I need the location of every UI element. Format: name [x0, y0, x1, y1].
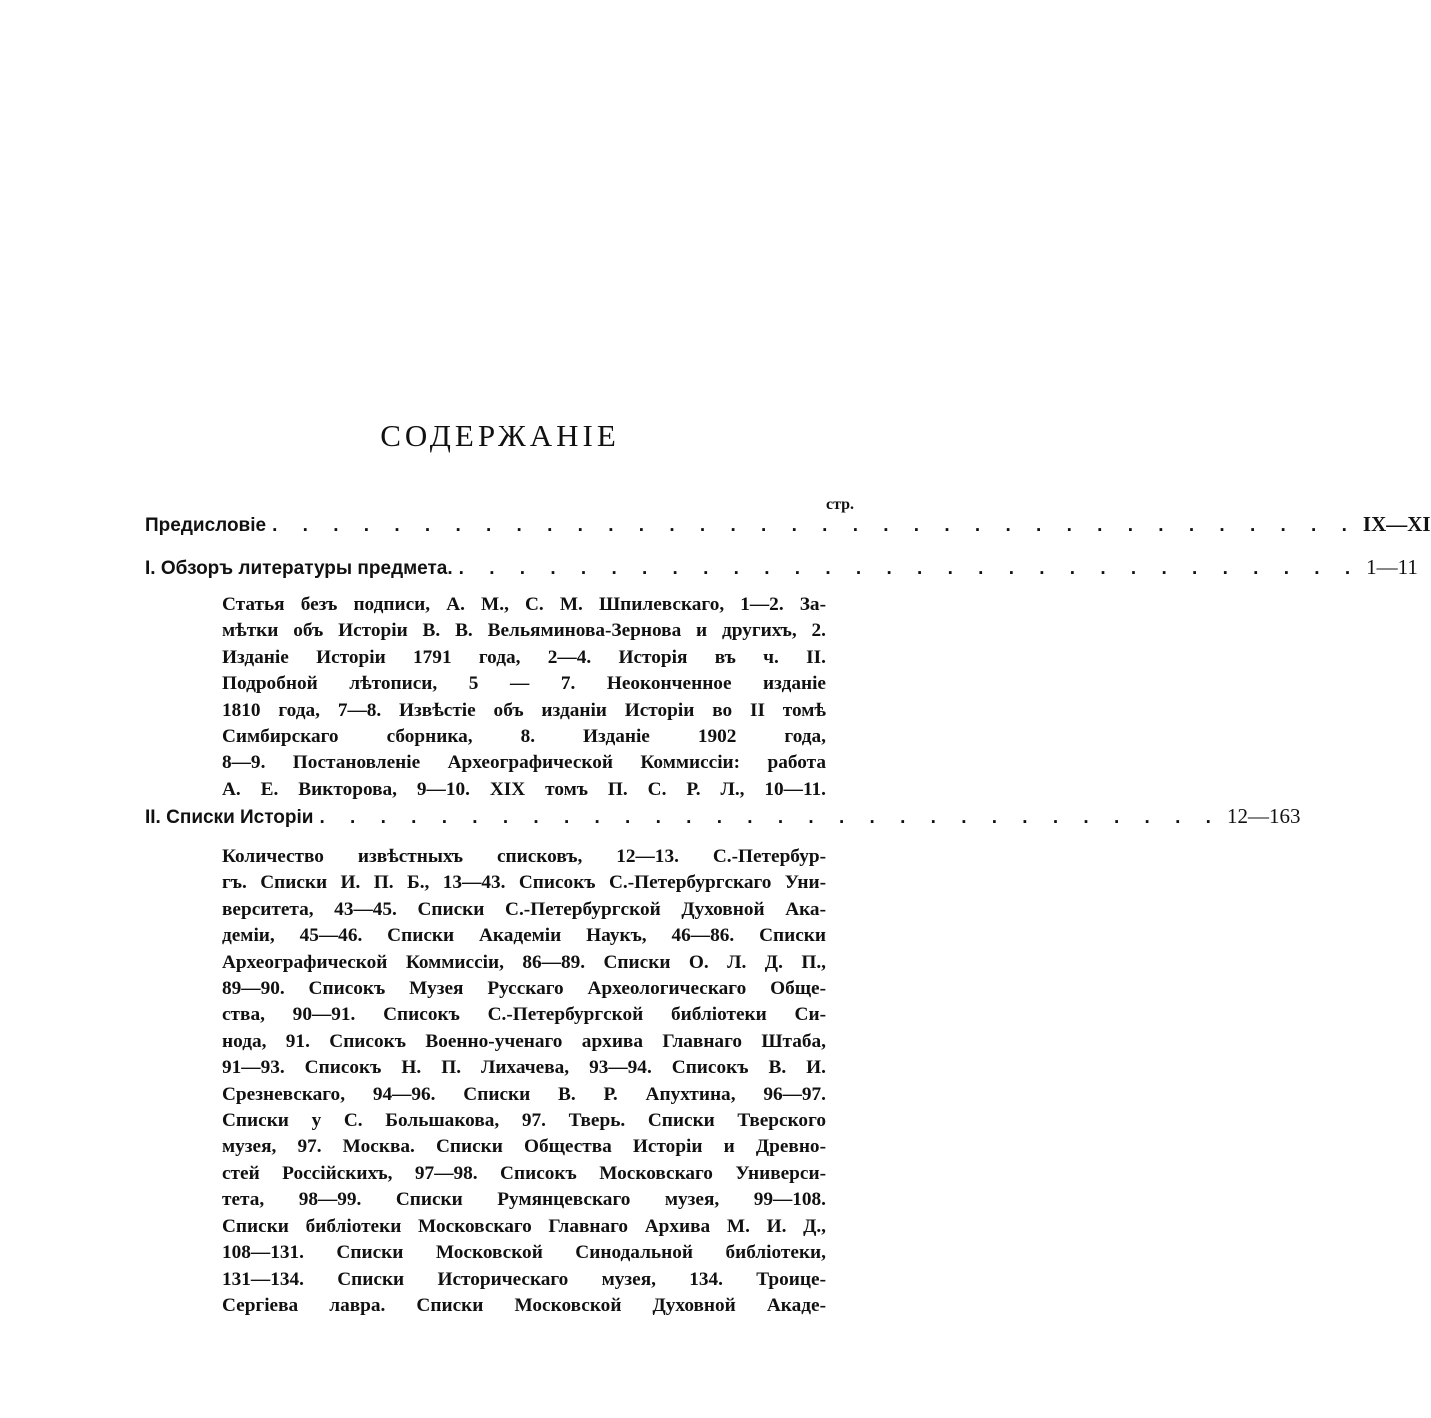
toc-entry-pages: 12—163 — [1226, 804, 1301, 828]
summary-line: 8—9. Постановленіе Археографической Коммиссіи: работа — [222, 752, 826, 774]
summary-line: тета, 98—99. Списки Румянцевскаго музея, 99—108. — [222, 1189, 826, 1211]
summary-line: стей Россійскихъ, 97—98. Списокъ Московскаго Универси- — [222, 1162, 826, 1184]
summary-line: ства, 90—91. Списокъ С.-Петербургской библіотеки Си- — [222, 1004, 826, 1026]
summary-line: Симбирскаго сборника, 8. Изданіе 1902 года, — [222, 726, 826, 748]
summary-line: Срезневскаго, 94—96. Списки В. Р. Апухтина, 96—97. — [222, 1083, 826, 1105]
toc-entry-chapter-2 — [145, 804, 1301, 838]
toc-entry-label: Предисловіе — [145, 515, 267, 536]
summary-line: Археографической Коммиссіи, 86—89. Списки О. Л. Д. П., — [222, 951, 826, 973]
toc-entry-label: II. Списки Исторіи — [145, 807, 314, 828]
toc-entry-chapter-1 — [145, 555, 1418, 589]
toc-entry-preface — [145, 512, 1431, 546]
toc-entry-pages: 1—11 — [1366, 555, 1418, 579]
page-column-label: стр. — [826, 496, 855, 513]
summary-line: 89—90. Списокъ Музея Русскаго Археологическаго Обще- — [222, 978, 826, 1000]
summary-line: Списки у С. Большакова, 97. Тверь. Списки Тверского — [222, 1110, 826, 1132]
summary-line: Подробной лѣтописи, 5 — 7. Неоконченное изданіе — [222, 673, 826, 695]
summary-line: Сергіева лавра. Списки Московской Духовной Акаде- — [222, 1294, 826, 1316]
toc-leader-dots: . . . . . . . . . . . . . . . . . . . . . . . . . . . . . . — [319, 807, 1221, 828]
summary-line: Изданіе Исторіи 1791 года, 2—4. Исторія въ ч. II. — [222, 646, 826, 668]
summary-line: 131—134. Списки Историческаго музея, 134. Троице- — [222, 1268, 826, 1290]
summary-line: нода, 91. Списокъ Военно-ученаго архива Главнаго Штаба, — [222, 1030, 826, 1052]
summary-line: музея, 97. Москва. Списки Общества Исторіи и Древно- — [222, 1136, 826, 1158]
summary-line: мѣтки объ Исторіи В. В. Вельяминова-Зернова и другихъ, 2. — [222, 620, 826, 642]
summary-line: 91—93. Списокъ Н. П. Лихачева, 93—94. Списокъ В. И. — [222, 1057, 826, 1079]
toc-entry-label: I. Обзоръ литературы предмета. — [145, 558, 453, 579]
summary-line: гъ. Списки И. П. Б., 13—43. Списокъ С.-Петербургскаго Уни- — [222, 872, 826, 894]
summary-line: деміи, 45—46. Списки Академіи Наукъ, 46—86. Списки — [222, 925, 826, 947]
summary-line: Списки библіотеки Московскаго Главнаго Архива М. И. Д., — [222, 1215, 826, 1237]
toc-entry-pages: IX—XI — [1362, 512, 1431, 536]
summary-line: верситета, 43—45. Списки С.-Петербургской Духовной Ака- — [222, 898, 826, 920]
toc-leader-dots: . . . . . . . . . . . . . . . . . . . . . . . . . . . . . . . . . . . . — [272, 515, 1357, 536]
summary-line: Количество извѣстныхъ списковъ, 12—13. С.-Петербур- — [222, 846, 826, 867]
toc-leader-dots: . . . . . . . . . . . . . . . . . . . . . . . . . . . . . . — [458, 558, 1361, 579]
page-title: СОДЕРЖАНІЕ — [380, 418, 620, 453]
summary-line: 1810 года, 7—8. Извѣстіе объ изданіи Исторіи во II томѣ — [222, 699, 826, 721]
toc-summary-chapter-2 — [222, 844, 826, 1319]
summary-line: А. Е. Викторова, 9—10. XIX томъ П. С. Р. Л., 10—11. — [222, 778, 826, 800]
summary-line: Статья безъ подписи, А. М., С. М. Шпилевскаго, 1—2. За- — [222, 594, 826, 615]
summary-line: 108—131. Списки Московской Синодальной библіотеки, — [222, 1242, 826, 1264]
toc-summary-chapter-1 — [222, 592, 826, 803]
